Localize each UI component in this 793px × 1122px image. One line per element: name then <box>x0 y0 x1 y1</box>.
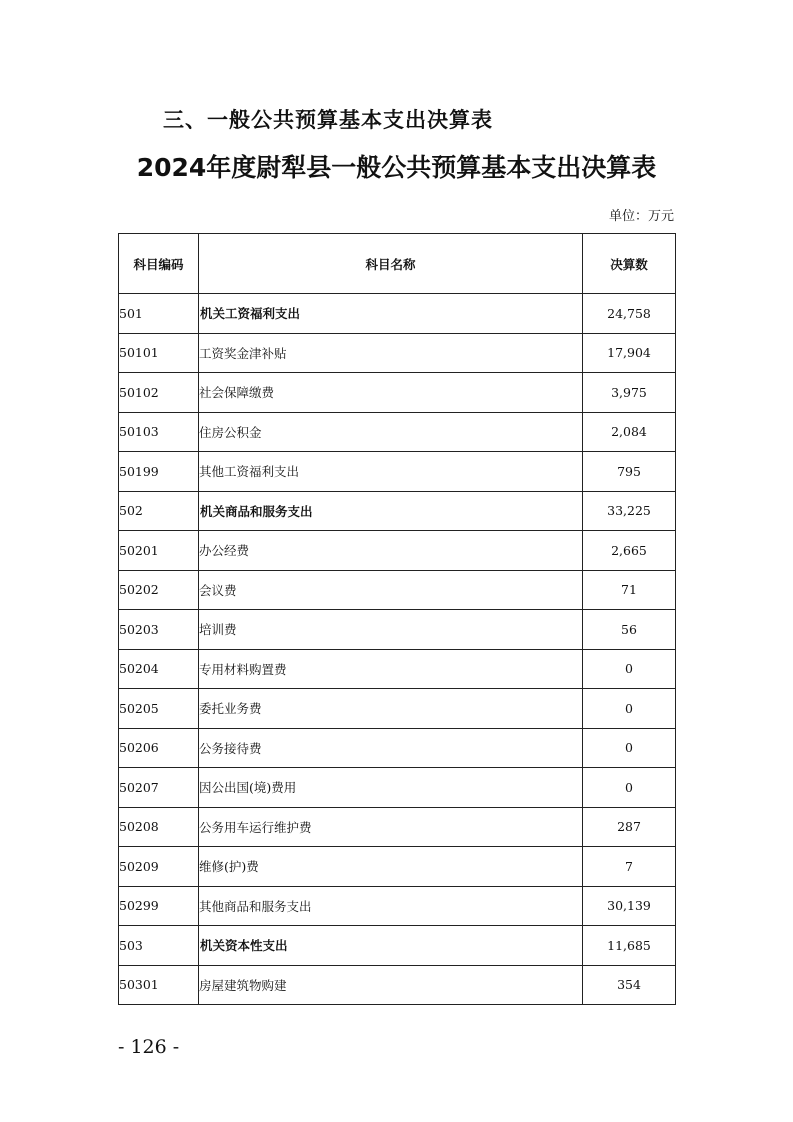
amount-cell: 24,758 <box>583 294 676 334</box>
code-cell: 50199 <box>119 452 199 492</box>
name-cell: 培训费 <box>199 610 583 650</box>
code-cell: 50203 <box>119 610 199 650</box>
amount-cell: 17,904 <box>583 333 676 373</box>
table-body <box>119 294 676 1005</box>
table-row <box>119 333 676 373</box>
table-row-category <box>119 926 676 966</box>
budget-table <box>118 233 676 1005</box>
amount-cell: 56 <box>583 610 676 650</box>
table-row <box>119 649 676 689</box>
table-row-category <box>119 491 676 531</box>
code-cell: 50205 <box>119 689 199 729</box>
name-cell: 办公经费 <box>199 531 583 571</box>
table-row <box>119 412 676 452</box>
name-cell: 因公出国(境)费用 <box>199 768 583 808</box>
amount-cell: 0 <box>583 768 676 808</box>
table-row <box>119 965 676 1005</box>
name-cell: 社会保障缴费 <box>199 373 583 413</box>
name-cell: 其他工资福利支出 <box>199 452 583 492</box>
code-cell: 501 <box>119 294 199 334</box>
section-heading: 三、一般公共预算基本支出决算表 <box>163 108 493 132</box>
name-cell: 住房公积金 <box>199 412 583 452</box>
amount-cell: 795 <box>583 452 676 492</box>
table-row-category <box>119 294 676 334</box>
name-cell: 工资奖金津补贴 <box>199 333 583 373</box>
code-cell: 50204 <box>119 649 199 689</box>
table-row <box>119 807 676 847</box>
name-cell: 房屋建筑物购建 <box>199 965 583 1005</box>
code-cell: 502 <box>119 491 199 531</box>
name-cell: 委托业务费 <box>199 689 583 729</box>
amount-cell: 354 <box>583 965 676 1005</box>
table-row <box>119 610 676 650</box>
amount-cell: 0 <box>583 649 676 689</box>
name-cell: 机关资本性支出 <box>199 926 583 966</box>
column-header-code: 科目编码 <box>119 234 199 294</box>
code-cell: 50299 <box>119 886 199 926</box>
code-cell: 50208 <box>119 807 199 847</box>
name-cell: 机关工资福利支出 <box>199 294 583 334</box>
table-row <box>119 728 676 768</box>
table-row <box>119 373 676 413</box>
code-cell: 50301 <box>119 965 199 1005</box>
code-cell: 50103 <box>119 412 199 452</box>
table-header-row <box>119 234 676 294</box>
name-cell: 机关商品和服务支出 <box>199 491 583 531</box>
page-title: 2024年度尉犁县一般公共预算基本支出决算表 <box>136 153 657 182</box>
amount-cell: 287 <box>583 807 676 847</box>
name-cell: 其他商品和服务支出 <box>199 886 583 926</box>
table-row <box>119 886 676 926</box>
name-cell: 公务用车运行维护费 <box>199 807 583 847</box>
amount-cell: 0 <box>583 728 676 768</box>
table-row <box>119 570 676 610</box>
amount-cell: 2,084 <box>583 412 676 452</box>
unit-label: 单位：万元 <box>608 209 674 224</box>
amount-cell: 2,665 <box>583 531 676 571</box>
code-cell: 50201 <box>119 531 199 571</box>
code-cell: 50206 <box>119 728 199 768</box>
code-cell: 50202 <box>119 570 199 610</box>
page-number: - 126 - <box>118 1036 180 1058</box>
code-cell: 50209 <box>119 847 199 887</box>
table-row <box>119 768 676 808</box>
code-cell: 503 <box>119 926 199 966</box>
table-row <box>119 847 676 887</box>
code-cell: 50101 <box>119 333 199 373</box>
table-row <box>119 689 676 729</box>
amount-cell: 30,139 <box>583 886 676 926</box>
code-cell: 50102 <box>119 373 199 413</box>
amount-cell: 71 <box>583 570 676 610</box>
amount-cell: 7 <box>583 847 676 887</box>
amount-cell: 11,685 <box>583 926 676 966</box>
amount-cell: 0 <box>583 689 676 729</box>
table-row <box>119 531 676 571</box>
table-row <box>119 452 676 492</box>
name-cell: 会议费 <box>199 570 583 610</box>
column-header-amount: 决算数 <box>583 234 676 294</box>
column-header-name: 科目名称 <box>199 234 583 294</box>
amount-cell: 3,975 <box>583 373 676 413</box>
code-cell: 50207 <box>119 768 199 808</box>
amount-cell: 33,225 <box>583 491 676 531</box>
name-cell: 维修(护)费 <box>199 847 583 887</box>
name-cell: 公务接待费 <box>199 728 583 768</box>
name-cell: 专用材料购置费 <box>199 649 583 689</box>
